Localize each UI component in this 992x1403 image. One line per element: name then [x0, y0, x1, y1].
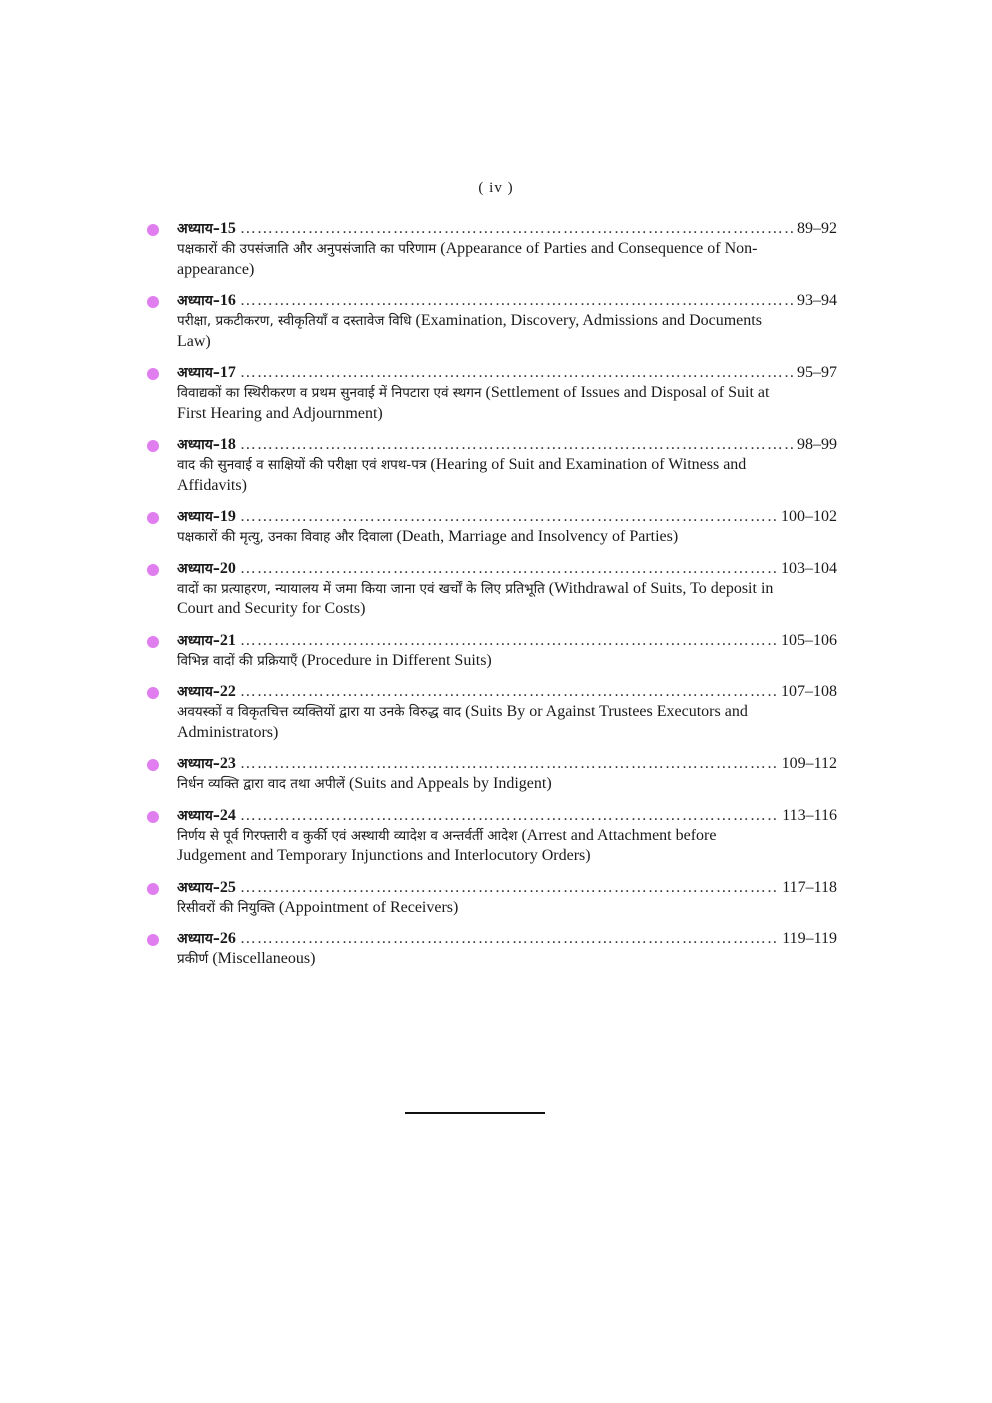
chapter-label: [177, 559, 236, 579]
chapter-title-hindi: निर्णय से पूर्व गिरफ्तारी व कुर्की एवं अस्थायी व्यादेश व अन्तर्वर्ती आदेश: [177, 827, 518, 844]
toc-entry-heading: [177, 291, 837, 311]
chapter-prefix: अध्याय–: [177, 437, 220, 453]
page-range: 107–108: [781, 683, 837, 700]
chapter-number: 15: [219, 220, 236, 237]
chapter-number: 18: [219, 436, 236, 453]
chapter-prefix: अध्याय–: [177, 632, 220, 649]
toc-entry-heading: [177, 363, 837, 383]
page-range: 93–94: [797, 292, 837, 309]
chapter-number: 21: [219, 631, 236, 649]
chapter-prefix: अध्याय–: [177, 879, 220, 896]
chapter-title-hindi: परीक्षा, प्रकटीकरण, स्वीकृतियाँ व दस्तावेज विधि: [177, 313, 412, 329]
toc-entry[interactable]: [147, 682, 837, 743]
toc-entry[interactable]: [147, 219, 837, 280]
chapter-title-hindi: वाद की सुनवाई व साक्षियों की परीक्षा एवं शपथ-पत्र: [177, 457, 427, 473]
dot-leader: [240, 806, 778, 826]
bullet-icon: [147, 368, 159, 380]
chapter-title-english: (Suits By or Against Trustees Executors and Administrators): [177, 703, 748, 741]
toc-entry[interactable]: [147, 929, 837, 970]
toc-entry-heading: [177, 435, 837, 455]
bullet-icon: [147, 759, 159, 771]
chapter-title-english: (Examination, Discovery, Admissions and Documents Law): [177, 312, 762, 350]
bullet-icon: [147, 934, 159, 946]
chapter-title-hindi: रिसीवरों की नियुक्ति: [177, 899, 275, 916]
chapter-label: [177, 754, 236, 774]
page-range: 103–104: [781, 559, 837, 577]
dot-leader: [240, 929, 778, 949]
dot-leader: [240, 435, 793, 455]
chapter-label: [177, 363, 236, 383]
page-number: ( iv ): [478, 180, 514, 196]
chapter-title: [177, 774, 777, 795]
chapter-label: [177, 682, 236, 702]
dot-leader: [240, 682, 777, 702]
chapter-title-english: (Appointment of Receivers): [278, 898, 459, 916]
chapter-label: [177, 631, 236, 651]
chapter-title: [177, 651, 777, 672]
chapter-title-english: (Death, Marriage and Insolvency of Parties): [396, 528, 679, 545]
chapter-title-hindi: प्रकीर्ण: [177, 951, 209, 967]
chapter-title: [177, 898, 777, 919]
table-of-contents: [147, 219, 837, 981]
chapter-number: 25: [219, 878, 236, 896]
page-range: 119–119: [782, 930, 837, 947]
chapter-prefix: अध्याय–: [177, 931, 220, 947]
bullet-icon: [147, 512, 159, 524]
page-range: 113–116: [782, 806, 837, 824]
chapter-title-hindi: पक्षकारों की मृत्यु, उनका विवाह और दिवाला: [177, 529, 393, 545]
bullet-icon: [147, 296, 159, 308]
toc-entry-heading: [177, 507, 837, 527]
toc-entry-heading: [177, 559, 837, 579]
chapter-title-english: (Settlement of Issues and Disposal of Suit at First Hearing and Adjournment): [177, 384, 770, 422]
toc-entry-heading: [177, 878, 837, 898]
chapter-title: [177, 383, 777, 424]
chapter-title: [177, 239, 777, 280]
dot-leader: [240, 754, 778, 774]
chapter-prefix: अध्याय–: [177, 509, 220, 525]
dot-leader: [240, 878, 778, 898]
chapter-number: 16: [219, 292, 236, 309]
toc-entry[interactable]: [147, 291, 837, 352]
chapter-title-english: (Withdrawal of Suits, To deposit in Court and Security for Costs): [177, 579, 774, 617]
toc-entry[interactable]: [147, 507, 837, 548]
bullet-icon: [147, 224, 159, 236]
chapter-prefix: अध्याय–: [177, 221, 220, 237]
toc-entry-heading: [177, 929, 837, 949]
chapter-number: 24: [219, 806, 236, 824]
dot-leader: [240, 363, 793, 383]
chapter-title-english: (Suits and Appeals by Indigent): [349, 775, 552, 792]
toc-entry[interactable]: [147, 754, 837, 795]
toc-entry[interactable]: [147, 631, 837, 672]
chapter-number: 20: [219, 559, 236, 577]
chapter-title: [177, 527, 777, 548]
page-range: 117–118: [782, 878, 837, 896]
toc-entry[interactable]: [147, 363, 837, 424]
chapter-title-english: (Hearing of Suit and Examination of Witness and Affidavits): [177, 456, 747, 494]
chapter-title: [177, 826, 777, 867]
dot-leader: [240, 219, 793, 239]
chapter-title: [177, 579, 777, 620]
chapter-label: [177, 806, 236, 826]
chapter-label: [177, 219, 236, 239]
toc-entry-heading: [177, 219, 837, 239]
toc-entry[interactable]: [147, 559, 837, 620]
chapter-title-hindi: पक्षकारों की उपसंजाति और अनुपसंजाति का परिणाम: [177, 241, 437, 257]
toc-entry[interactable]: [147, 878, 837, 919]
chapter-label: [177, 878, 236, 898]
chapter-label: [177, 929, 236, 949]
chapter-title-hindi: निर्धन व्यक्ति द्वारा वाद तथा अपीलें: [177, 776, 346, 792]
chapter-title-english: (Procedure in Different Suits): [301, 651, 492, 669]
page-range: 105–106: [781, 631, 837, 649]
chapter-prefix: अध्याय–: [177, 293, 220, 309]
chapter-title-hindi: अवयस्कों व विकृतचित्त व्यक्तियों द्वारा या उनके विरुद्ध वाद: [177, 704, 462, 720]
chapter-title-hindi: वादों का प्रत्याहरण, न्यायालय में जमा किया जाना एवं खर्चों के लिए प्रतिभूति: [177, 580, 545, 597]
chapter-prefix: अध्याय–: [177, 756, 220, 772]
toc-entry[interactable]: [147, 435, 837, 496]
chapter-label: [177, 291, 236, 311]
chapter-title: [177, 949, 777, 970]
page-range: 89–92: [797, 220, 837, 237]
chapter-number: 17: [219, 364, 236, 381]
toc-entry-heading: [177, 682, 837, 702]
chapter-title-english: (Appearance of Parties and Consequence of Non-appearance): [177, 240, 758, 278]
bullet-icon: [147, 811, 159, 823]
chapter-title: [177, 702, 777, 743]
page-range: 98–99: [797, 436, 837, 453]
chapter-prefix: अध्याय–: [177, 807, 220, 824]
end-divider: [405, 1112, 545, 1114]
toc-entry-heading: [177, 754, 837, 774]
toc-entry-heading: [177, 806, 837, 826]
bullet-icon: [147, 687, 159, 699]
chapter-number: 26: [219, 930, 236, 947]
chapter-label: [177, 435, 236, 455]
page-range: 95–97: [797, 364, 837, 381]
chapter-number: 23: [219, 755, 236, 772]
chapter-title: [177, 311, 777, 352]
chapter-title-english: (Arrest and Attachment before Judgement and Temporary Injunctions and Interlocutory Orders): [177, 826, 717, 864]
page-range: 100–102: [781, 508, 837, 525]
chapter-prefix: अध्याय–: [177, 365, 220, 381]
bullet-icon: [147, 883, 159, 895]
chapter-number: 22: [219, 683, 236, 700]
dot-leader: [240, 559, 777, 579]
chapter-prefix: अध्याय–: [177, 684, 220, 700]
dot-leader: [240, 291, 793, 311]
bullet-icon: [147, 636, 159, 648]
chapter-number: 19: [219, 508, 236, 525]
toc-entry[interactable]: [147, 806, 837, 867]
chapter-prefix: अध्याय–: [177, 560, 220, 577]
bullet-icon: [147, 440, 159, 452]
dot-leader: [240, 631, 777, 651]
toc-entry-heading: [177, 631, 837, 651]
chapter-title: [177, 455, 777, 496]
bullet-icon: [147, 564, 159, 576]
chapter-label: [177, 507, 236, 527]
chapter-title-hindi: विभिन्न वादों की प्रक्रियाएँ: [177, 652, 298, 669]
chapter-title-english: (Miscellaneous): [212, 950, 316, 967]
dot-leader: [240, 507, 777, 527]
page-range: 109–112: [781, 755, 837, 772]
chapter-title-hindi: विवाद्यकों का स्थिरीकरण व प्रथम सुनवाई में निपटारा एवं स्थगन: [177, 385, 482, 401]
